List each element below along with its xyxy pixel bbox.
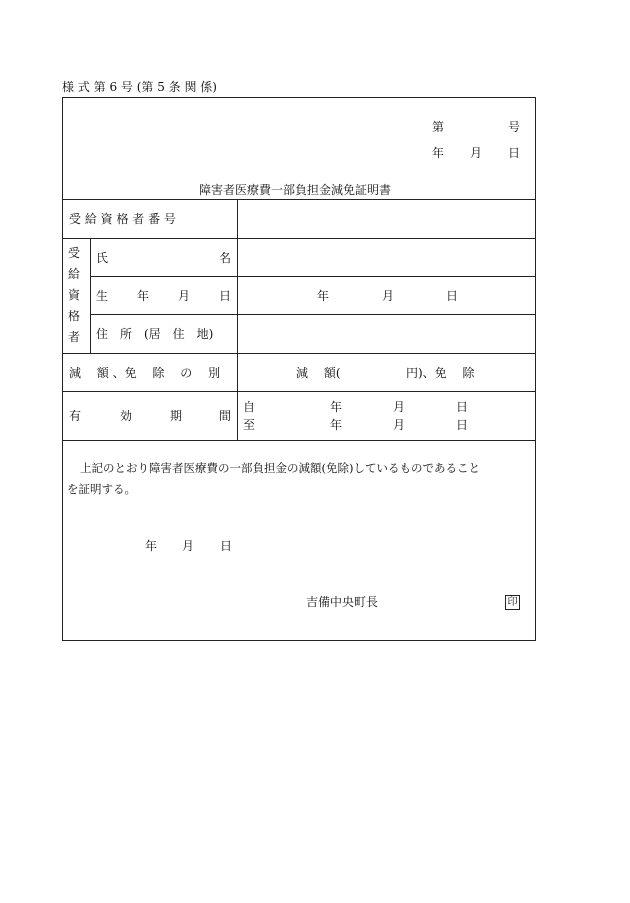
issue-month: 月 (182, 539, 195, 553)
issue-year: 年 (145, 539, 158, 553)
birth-label: 月 (178, 289, 191, 303)
header-month: 月 (470, 146, 483, 160)
header-year: 年 (432, 146, 445, 160)
certification-text-line2: を証明する。 (67, 482, 136, 496)
validity-from-day: 日 (456, 400, 469, 414)
rule-label-divider (237, 199, 238, 440)
document-title: 障害者医療費一部負担金減免証明書 (199, 183, 392, 197)
form-number: 様 式 第 6 号 (第 5 条 関 係) (62, 80, 217, 94)
rule-group-divider (90, 238, 91, 353)
rule-address (62, 353, 536, 354)
issue-day: 日 (220, 539, 233, 553)
validity-label: 効 (120, 409, 133, 423)
rule-name (90, 276, 536, 277)
validity-to-year: 年 (330, 418, 343, 432)
name-label-1: 氏 (96, 251, 109, 265)
birth-label: 日 (219, 289, 232, 303)
reduction-value-2: 円)、免 除 (406, 366, 475, 380)
reduction-label: 減 額 、免 除 の 別 (69, 366, 221, 380)
recipient-group-char: 資 (68, 288, 81, 302)
number-suffix: 号 (508, 120, 521, 134)
rule-recipient-number (62, 238, 536, 239)
birth-label: 年 (137, 289, 150, 303)
birth-month: 月 (382, 289, 395, 303)
rule-title-bottom (62, 199, 536, 200)
recipient-group-char: 受 (68, 246, 81, 260)
validity-to: 至 (243, 418, 256, 432)
validity-to-day: 日 (456, 418, 469, 432)
rule-validity (62, 440, 536, 441)
validity-from-year: 年 (330, 400, 343, 414)
certification-text-line1: 上記のとおり障害者医療費の一部負担金の減額(免除)しているものであること (80, 461, 480, 475)
validity-from-month: 月 (393, 400, 406, 414)
validity-label: 間 (219, 409, 232, 423)
recipient-number-label: 受 給 資 格 者 番 号 (69, 212, 176, 226)
birth-year: 年 (317, 289, 330, 303)
birth-label: 生 (96, 289, 109, 303)
issuer-name: 吉備中央町長 (306, 595, 379, 609)
validity-label: 期 (170, 409, 183, 423)
header-day: 日 (508, 146, 521, 160)
rule-reduction (62, 391, 536, 392)
seal-mark: 印 (505, 595, 520, 610)
recipient-group-char: 者 (68, 330, 81, 344)
recipient-group-char: 格 (68, 309, 81, 323)
recipient-group-char: 給 (68, 267, 81, 281)
validity-from: 自 (243, 400, 256, 414)
reduction-value-1: 減 額( (296, 366, 341, 380)
rule-birth (90, 314, 536, 315)
birth-day: 日 (446, 289, 459, 303)
number-prefix: 第 (432, 120, 445, 134)
name-label-2: 名 (219, 251, 232, 265)
validity-label: 有 (69, 409, 82, 423)
validity-to-month: 月 (393, 418, 406, 432)
address-label: 住 所 (居 住 地) (96, 327, 214, 341)
